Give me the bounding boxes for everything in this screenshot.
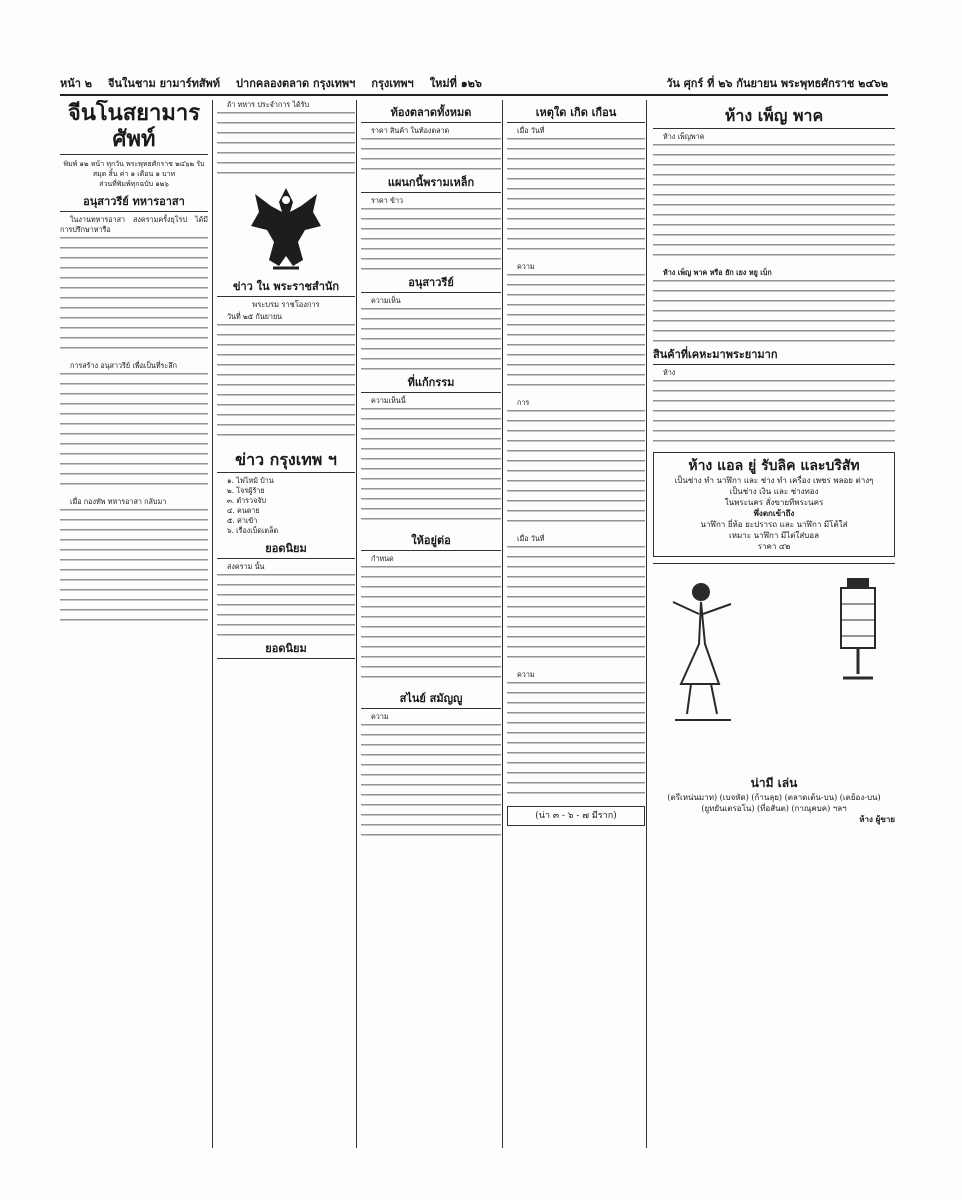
garuda-emblem-icon: [243, 182, 329, 274]
article-paragraph: ความ: [361, 712, 501, 844]
article-paragraph: ความ: [507, 670, 645, 802]
ad-line: เป็นช่าง เงิน และ ช่างทอง: [729, 487, 819, 496]
article-paragraph: ความ: [507, 262, 645, 394]
article-paragraph: ห้าง เพ็ญพาค: [653, 132, 895, 264]
ad-footer: ห้าง ผู้ขาย: [859, 814, 895, 824]
list-item: ๖. เรื่องเบ็ดเตล็ด: [227, 526, 279, 535]
news-list: [217, 476, 355, 536]
section-heading: ให้อยู่ต่อ: [361, 534, 501, 551]
section-heading: สินค้าที่เคหะมาพระยามาก: [653, 348, 895, 365]
article-paragraph: วันที่ ๒๕ กันยายน: [217, 312, 355, 444]
ad-title: น่ามี เล่น: [750, 776, 798, 790]
article-paragraph: การสร้าง อนุสาวรีย์ เพื่อเป็นที่ระลึก: [60, 361, 208, 493]
section-heading: สไนย์ สมัญญู: [361, 692, 501, 709]
section-heading: ข่าว กรุงเทพ ฯ: [217, 450, 355, 473]
issue-info: ใหม่ที่ ๑๒๖: [429, 77, 482, 90]
newspaper-page: [60, 72, 895, 1148]
article-paragraph: เมื่อ วันที่: [507, 126, 645, 258]
article-paragraph: ถ้า ทหาร ประจำการ ได้รับ: [217, 100, 355, 174]
section-heading: ท้องตลาดทั้งหมด: [361, 106, 501, 123]
article-paragraph: ราคา สินค้า ในท้องตลาด: [361, 126, 501, 170]
list-item: ๒. โจรผู้ร้าย: [227, 486, 265, 495]
section-heading: ข่าว ใน พระราชสำนัก: [217, 280, 355, 297]
section-heading: ที่แก้กรรม: [361, 376, 501, 393]
article-paragraph: เมื่อ วันที่: [507, 534, 645, 666]
ad-line: นาฬิกา ยี่ห้อ ยะปรารถ และ นาฬิกา มีโต้ใส่: [700, 520, 848, 529]
list-item: ๓. ตำรวจจับ: [227, 496, 267, 505]
section-heading: อนุสาวรีย์ ทหารอาสา: [60, 195, 208, 212]
article-paragraph: การ: [507, 398, 645, 530]
paper-title: จีนโนสยามารศัพท์: [60, 100, 208, 155]
section-heading: แผนกนี้พรามเหล็ก: [361, 176, 501, 193]
section-heading: ยอดนิยม: [217, 642, 355, 659]
masthead: [60, 72, 888, 96]
sub-heading: พระบรม ราชโองการ: [252, 300, 320, 309]
section-heading: ยอดนิยม: [217, 542, 355, 559]
article-paragraph: กำหนด: [361, 554, 501, 686]
list-item: ๔. คนตาย: [227, 506, 260, 515]
ad-line: เหมาะ นาฬิกา มีไต่ใส่บอล: [729, 531, 819, 540]
lamp-illustration-icon: [833, 574, 883, 684]
column-2: [212, 100, 359, 1148]
article-paragraph: ห้าง เพ็ญ พาค หรือ ยัก เยง หยู เบ็ก: [653, 268, 895, 342]
column-1: [60, 100, 212, 1148]
list-item: ๑. ไฟไหม้ บ้าน: [227, 476, 274, 485]
illustration-panel: [653, 563, 895, 774]
dancer-illustration-icon: [661, 574, 741, 724]
article-paragraph: ห้าง: [653, 368, 895, 442]
article-paragraph: ความเห็น: [361, 296, 501, 370]
section-heading: อนุสาวรีย์: [361, 276, 501, 293]
paper-info: พิมพ์ ๑๒ หน้า ทุกวัน พระพุทธศักราช ๒๔๖๒ รับสมุด สิ้น ค่า ๑ เดือน ๑ บาท: [63, 160, 205, 178]
article-paragraph: สงคราม นั้น: [217, 562, 355, 636]
column-4: [502, 100, 649, 1148]
ad-title: ห้าง แอล ยู่ รับลิค และบริสัท: [688, 458, 860, 474]
article-paragraph: ราคา ข้าว: [361, 196, 501, 270]
list-item: ๕. ค่าเข้า: [227, 516, 258, 525]
jeweler-advertisement: [653, 452, 895, 557]
article-paragraph: เมื่อ กองทัพ ทหารอาสา กลับมา: [60, 497, 208, 629]
column-3: [356, 100, 505, 1148]
article-paragraph: ในงานทหารอาสา สงครามครั้งยุโรป ได้มีการปรึกษาหารือ: [60, 215, 208, 357]
paper-info-2: ส่วนที่พิมพ์ทุกฉบับ ๑๒๖: [99, 180, 169, 188]
ad-line: ราคา ๔๒: [757, 542, 791, 551]
publisher: ปากคลองตลาด กรุงเทพฯ: [236, 77, 356, 90]
ad-line: (ยูทยันเตรอโน) (ที่อสันต) (กาณุคบค) ฯลฯ: [701, 804, 847, 813]
ad-line: เป็นช่าง ทำ นาฬิกา และ ช่าง ทำ เครื่อง เพชร พลอย ต่างๆ: [674, 476, 874, 485]
ad-line: (ตรีเหน่นมาท) (เบจหัด) (ก้านลุย) (ตลาดเต้น-บน) (เตย้อง-บน): [667, 793, 881, 802]
section-heading: ห้าง เพ็ญ พาค: [653, 106, 895, 129]
ad-line: พึ่งตกเข้าถึง: [753, 508, 795, 518]
paper-name: จีนในชาม ยามาร์ทสัพท์: [108, 77, 221, 90]
continued-note: (น่า ๓ - ๖ - ๗ มีราก): [507, 806, 645, 826]
city: กรุงเทพฯ: [371, 77, 414, 90]
section-heading: เหตุใด เกิด เกือน: [507, 106, 645, 123]
issue-date: วัน ศุกร์ ที่ ๒๖ กันยายน พระพุทธศักราช ๒๔๖๒: [666, 77, 888, 90]
article-paragraph: ความเห็นนี้: [361, 396, 501, 528]
column-5: [646, 100, 895, 1148]
ad-line: ในพระนคร สั่งขายทีพระนคร: [724, 498, 824, 507]
page-number: หน้า ๒: [60, 77, 93, 90]
